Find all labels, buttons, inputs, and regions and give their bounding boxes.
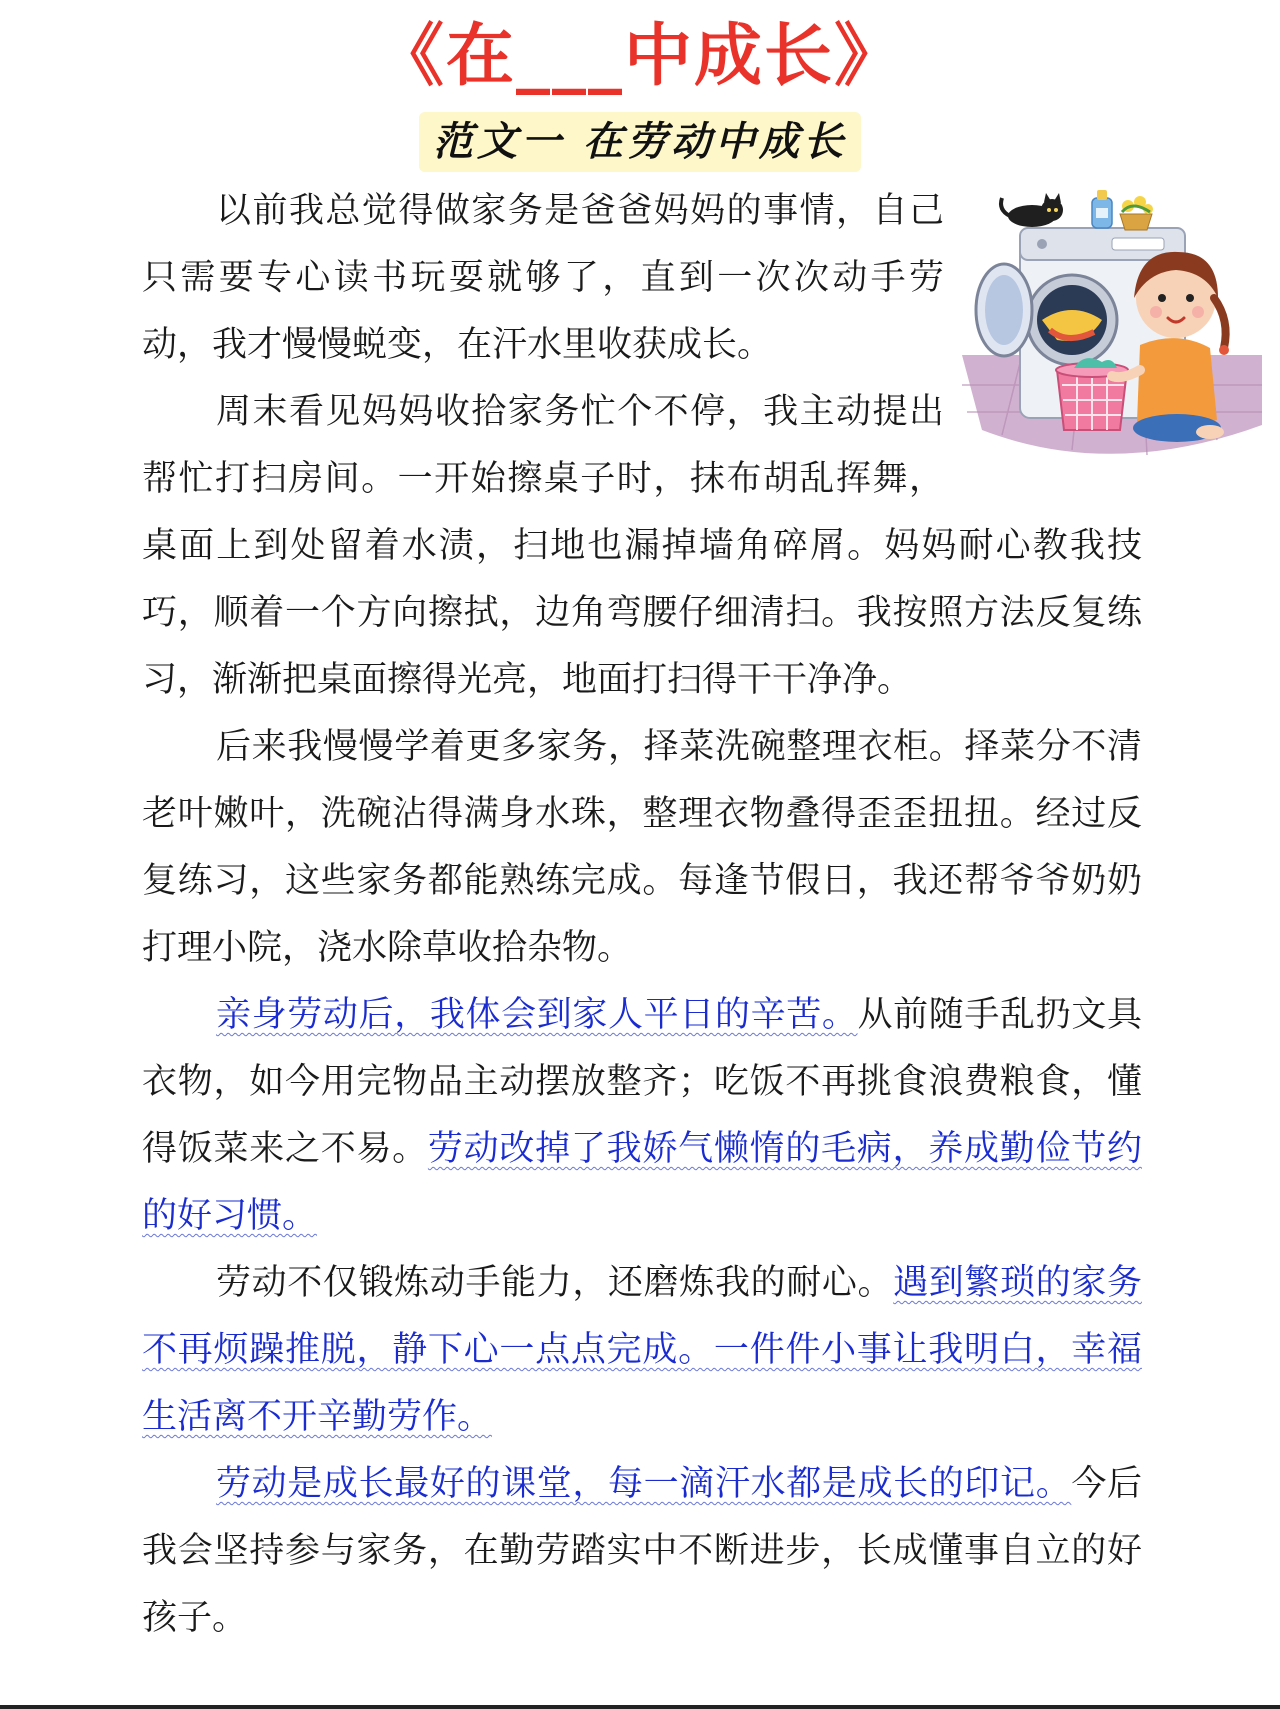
paragraph-1-text: 以前我总觉得做家务是爸爸妈妈的事情，自己只需要专心读书玩耍就够了，直到一次次动手劳动，我才慢慢蜕变，在汗水里收获成长。 xyxy=(142,191,944,365)
essay-subtitle-text: 范文一 在劳动中成长 xyxy=(419,112,861,172)
highlighted-sentence: 亲身劳动后，我体会到家人平日的辛苦。 xyxy=(216,995,858,1035)
paragraph-6-text: 今后我会坚持参与家务，在勤劳踏实中不断进步，长成懂事自立的好孩子。 xyxy=(142,1464,1142,1638)
highlighted-sentence: 劳动是成长最好的课堂，每一滴汗水都是成长的印记。 xyxy=(216,1464,1072,1504)
detergent-bottle-icon xyxy=(1092,190,1112,228)
laundry-illustration-svg xyxy=(962,180,1262,470)
paragraph-5-text: 劳动不仅锻炼动手能力，还磨炼我的耐心。 xyxy=(216,1263,894,1303)
paragraph-6 xyxy=(142,1451,1142,1652)
paragraph-2-text: 周末看见妈妈收拾家务忙个不停，我主动提出帮忙打扫房间。一开始擦桌子时，抹布胡乱挥舞，桌面上到处留着水渍，扫地也漏掉墙角碎屑。妈妈耐心教我技巧，顺着一个方向擦拭，边角弯腰仔细清扫。我按照方法反复练习，渐渐把桌面擦得光亮，地面打扫得干干净净。 xyxy=(142,392,1142,700)
highlighted-sentence: 劳动改掉了我娇气懒惰的毛病，养成勤俭节约的好习惯。 xyxy=(142,1129,1142,1236)
essay-subtitle xyxy=(0,112,1280,172)
flower-pot-icon xyxy=(1120,196,1153,230)
girl-doing-laundry-illustration xyxy=(962,180,1262,470)
paragraph-4 xyxy=(142,982,1142,1250)
paragraph-5 xyxy=(142,1250,1142,1451)
bottom-divider xyxy=(0,1705,1280,1709)
highlighted-sentence: 遇到繁琐的家务不再烦躁推脱，静下心一点点完成。一件件小事让我明白，幸福生活离不开辛勤劳作。 xyxy=(142,1263,1142,1437)
laundry-basket-icon xyxy=(1056,358,1128,430)
cat-icon xyxy=(1001,193,1063,227)
paragraph-3 xyxy=(142,714,1142,982)
paragraph-3-text: 后来我慢慢学着更多家务，择菜洗碗整理衣柜。择菜分不清老叶嫩叶，洗碗沾得满身水珠，整理衣物叠得歪歪扭扭。经过反复练习，这些家务都能熟练完成。每逢节假日，我还帮爷爷奶奶打理小院，浇水除草收拾杂物。 xyxy=(142,727,1142,968)
paragraph-4-text: 从前随手乱扔文具衣物，如今用完物品主动摆放整齐；吃饭不再挑食浪费粮食，懂得饭菜来之不易。 xyxy=(142,995,1142,1169)
essay-body xyxy=(142,178,1142,1652)
page-title: 《在___中成长》 xyxy=(375,17,904,96)
